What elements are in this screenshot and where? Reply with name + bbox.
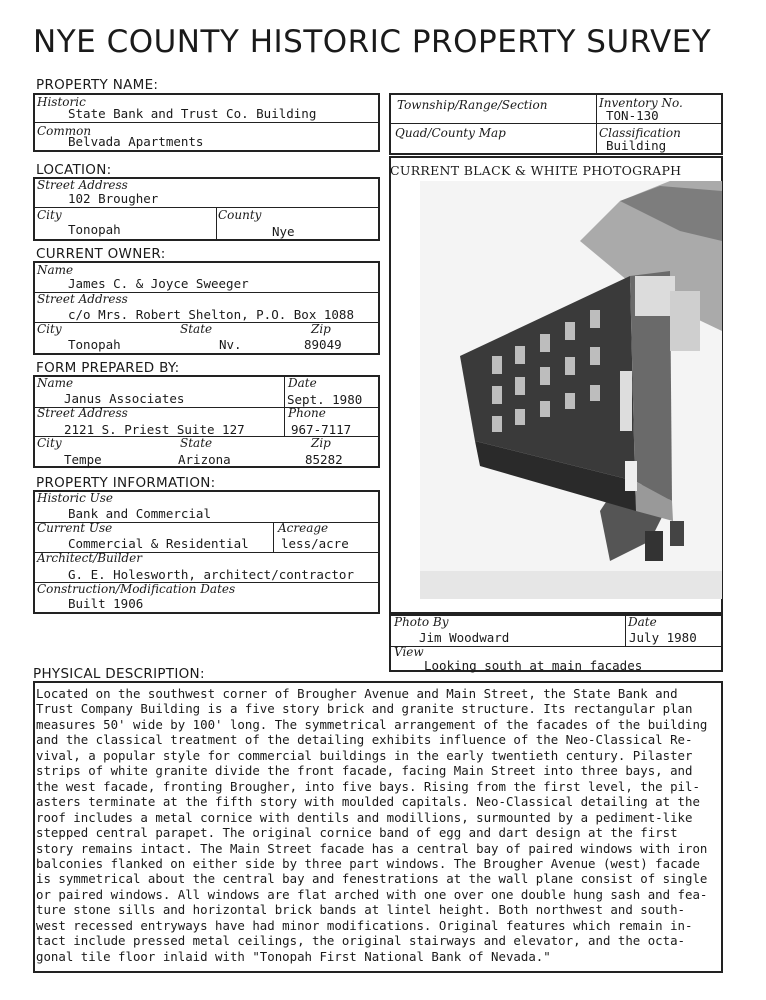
- description-line: west recessed entryways have had minor modifications. Original features which remain in-: [36, 917, 693, 933]
- info-header: PROPERTY INFORMATION:: [36, 475, 216, 491]
- description-line: story remains intact. The Main Street facade has a central bay of paired windows with iron: [36, 840, 708, 856]
- location-city-value: Tonopah: [68, 222, 121, 237]
- description-line: balconies flanked on either side by three part windows. The Brougher Avenue (west) facade: [36, 855, 700, 871]
- common-name-value: Belvada Apartments: [68, 134, 204, 149]
- view-value: Looking south at main facades: [424, 658, 643, 673]
- preparer-street-value: 2121 S. Priest Suite 127: [64, 422, 245, 437]
- owner-street-label: Street Address: [37, 292, 128, 306]
- architect-label: Architect/Builder: [37, 551, 142, 565]
- building-photograph: [420, 181, 722, 599]
- view-label: View: [394, 645, 424, 659]
- location-header: LOCATION:: [36, 162, 112, 178]
- description-line: asters terminate at the fifth story with moulded capitals. Neo-Classical detailing at the: [36, 794, 700, 810]
- acreage-label: Acreage: [278, 521, 329, 535]
- historic-use-value: Bank and Commercial: [68, 506, 211, 521]
- description-line: the west facade, fronting Brougher, into five bays. Rising from the first level, the pil-: [36, 778, 700, 794]
- preparer-phone-value: 967-7117: [291, 422, 352, 437]
- classification-value: Building: [606, 138, 667, 153]
- classification-label: Classification: [599, 126, 681, 140]
- preparer-city-value: Tempe: [64, 452, 102, 467]
- preparer-city-label: City: [37, 436, 62, 450]
- photo-date-value: July 1980: [629, 630, 697, 645]
- owner-state-label: State: [180, 322, 213, 336]
- physical-description-text: [36, 686, 719, 964]
- description-line: and the classical treatment of the detailing exhibits influence of the Neo-Classical Re-: [36, 732, 693, 748]
- description-line: vival, a popular style for commercial buildings in the early twentieth century. Pilaster: [36, 747, 693, 763]
- owner-name-value: James C. & Joyce Sweeger: [68, 276, 249, 291]
- description-line: strips of white granite divide the front facade, facing Main Street into three bays, and: [36, 763, 693, 779]
- owner-city-label: City: [37, 322, 62, 336]
- preparer-state-label: State: [180, 436, 213, 450]
- description-line: Located on the southwest corner of Brougher Avenue and Main Street, the State Bank and: [36, 686, 678, 701]
- common-name-label: Common: [37, 124, 92, 138]
- photo-by-label: Photo By: [394, 615, 449, 629]
- preparer-name-value: Janus Associates: [64, 391, 185, 406]
- owner-state-value: Nv.: [219, 337, 242, 352]
- quad-map-label: Quad/County Map: [395, 126, 506, 140]
- current-use-label: Current Use: [37, 521, 113, 535]
- owner-zip-value: 89049: [304, 337, 342, 352]
- preparer-zip-label: Zip: [311, 436, 331, 450]
- location-street-label: Street Address: [37, 178, 128, 192]
- physical-description-header: PHYSICAL DESCRIPTION:: [33, 666, 205, 682]
- dates-label: Construction/Modification Dates: [37, 582, 236, 596]
- preparer-street-label: Street Address: [37, 406, 128, 420]
- historic-name-value: State Bank and Trust Co. Building: [68, 106, 317, 121]
- township-label: Township/Range/Section: [397, 98, 548, 112]
- description-line: stepped central parapet. The original cornice band of egg and dart design at the first: [36, 825, 678, 841]
- page-title: NYE COUNTY HISTORIC PROPERTY SURVEY: [33, 24, 712, 60]
- preparer-date-label: Date: [288, 376, 317, 390]
- inventory-value: TON-130: [606, 108, 659, 123]
- owner-street-value: c/o Mrs. Robert Shelton, P.O. Box 1088: [68, 307, 354, 322]
- historic-name-label: Historic: [37, 95, 86, 109]
- owner-zip-label: Zip: [311, 322, 331, 336]
- current-use-value: Commercial & Residential: [68, 536, 249, 551]
- photo-date-label: Date: [628, 615, 657, 629]
- inventory-label: Inventory No.: [599, 96, 683, 110]
- preparer-name-label: Name: [37, 376, 74, 390]
- preparer-zip-value: 85282: [305, 452, 343, 467]
- location-county-value: Nye: [272, 224, 295, 239]
- photo-by-value: Jim Woodward: [419, 630, 510, 645]
- owner-city-value: Tonopah: [68, 337, 121, 352]
- description-line: ture stone sills and horizontal brick bands at lintel height. Both northwest and south-: [36, 902, 686, 918]
- location-city-label: City: [37, 208, 62, 222]
- preparer-header: FORM PREPARED BY:: [36, 360, 180, 376]
- owner-header: CURRENT OWNER:: [36, 246, 166, 262]
- description-line: roof includes a metal cornice with dentils and modillions, surmounted by a pediment-like: [36, 809, 693, 825]
- historic-use-label: Historic Use: [37, 491, 113, 505]
- photo-header: CURRENT BLACK & WHITE PHOTOGRAPH: [390, 163, 682, 178]
- description-line: is symmetrical about the central bay and fenestrations at the wall plane consist of single: [36, 871, 708, 887]
- acreage-value: less/acre: [281, 536, 349, 551]
- architect-value: G. E. Holesworth, architect/contractor: [68, 567, 354, 582]
- location-street-value: 102 Brougher: [68, 191, 159, 206]
- location-county-label: County: [218, 208, 262, 222]
- property-name-header: PROPERTY NAME:: [36, 77, 159, 93]
- dates-value: Built 1906: [68, 596, 144, 611]
- description-line: or paired windows. All windows are flat arched with one over one double hung sash and fea-: [36, 886, 708, 902]
- preparer-state-value: Arizona: [178, 452, 231, 467]
- preparer-date-value: Sept. 1980: [287, 392, 363, 407]
- description-line: gonal tile floor inlaid with "Tonopah First National Bank of Nevada.": [36, 948, 551, 964]
- description-line: Trust Company Building is a five story brick and granite structure. Its rectangular plan: [36, 701, 693, 717]
- description-line: tact include pressed metal ceilings, the original stairways and elevator, and the octa-: [36, 933, 686, 949]
- preparer-phone-label: Phone: [288, 406, 326, 420]
- owner-name-label: Name: [37, 263, 74, 277]
- description-line: measures 50' wide by 100' long. The symmetrical arrangement of the facades of the building: [36, 716, 708, 732]
